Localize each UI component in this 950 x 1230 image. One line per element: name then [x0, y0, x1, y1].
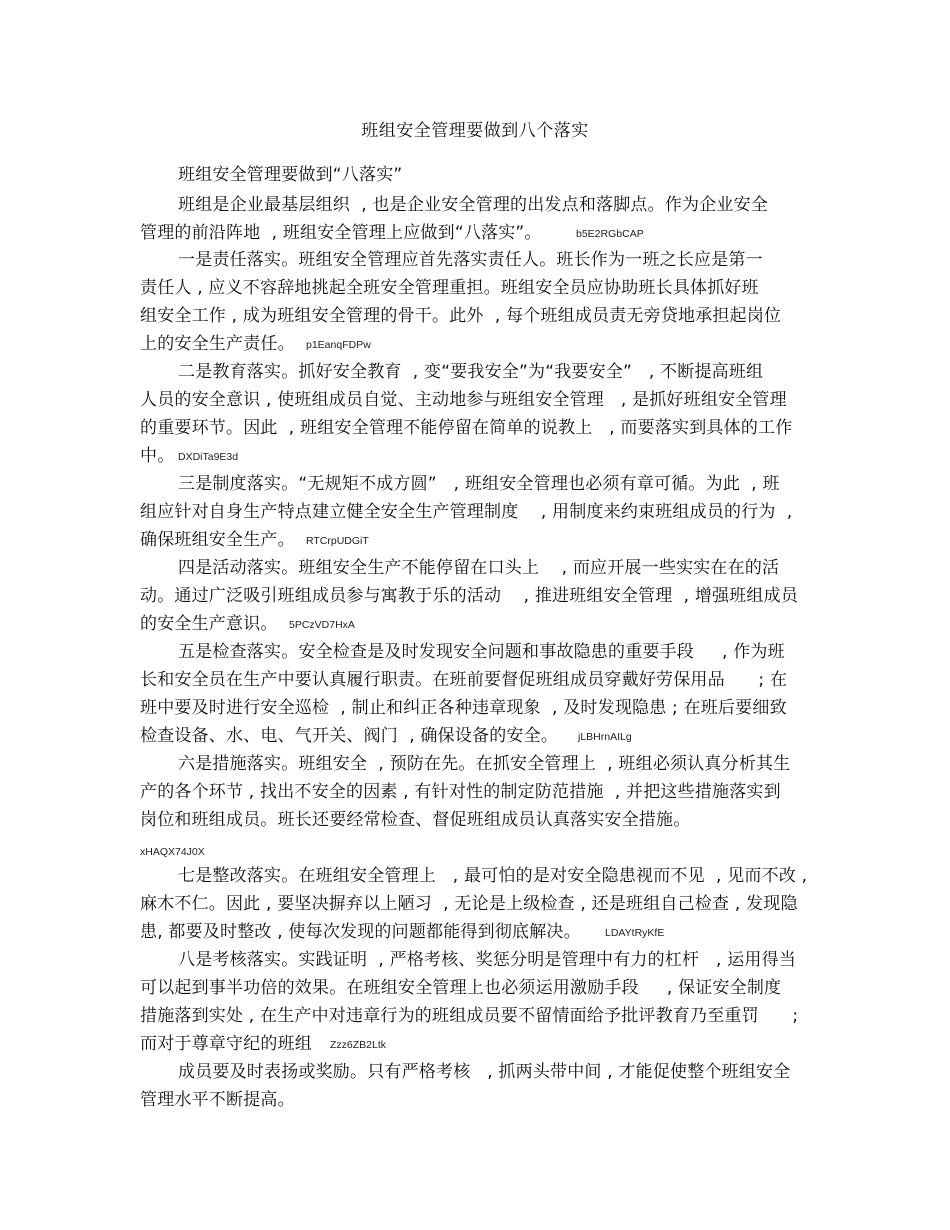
doc-code: jLBHrnAILg [578, 731, 632, 743]
doc-code: DXDiTa9E3d [178, 451, 239, 463]
text-line: 一是责任落实。班组安全管理应首先落实责任人。班长作为一班之长应是第一 [178, 250, 763, 270]
text-line: 班中要及时进行安全巡检 , 制止和纠正各种违章现象 , 及时发现隐患 ; 在班后要细致 [140, 698, 787, 718]
page-title: 班组安全管理要做到八个落实 [361, 121, 589, 141]
text-line: 中。 [140, 446, 175, 466]
text-line: 产的各个环节 , 找出不安全的因素 , 有针对性的制定防范措施 , 并把这些措施落实到 [140, 782, 781, 802]
doc-code: Zzz6ZB2Ltk [330, 1039, 387, 1051]
text-line: 管理的前沿阵地 , 班组安全管理上应做到“八落实”。 [140, 223, 542, 243]
doc-code: LDAYtRyKfE [605, 927, 665, 939]
doc-code: b5E2RGbCAP [576, 228, 644, 240]
text-line: 八是考核落实。实践证明 , 严格考核、奖惩分明是管理中有力的杠杆 , 运用得当 [178, 950, 797, 970]
text-line: 上的安全生产责任。 [140, 334, 295, 354]
text-line: 六是措施落实。班组安全 , 预防在先。在抓安全管理上 , 班组必须认真分析其生 [178, 754, 791, 774]
text-line: 动。通过广泛吸引班组成员参与寓教于乐的活动 , 推进班组安全管理 , 增强班组成员 [140, 586, 799, 606]
text-line: 人员的安全意识 , 使班组成员自觉、主动地参与班组安全管理 , 是抓好班组安全管理 [140, 390, 787, 410]
text-line: 四是活动落实。班组安全生产不能停留在口头上 , 而应开展一些实实在在的活 [178, 558, 780, 578]
doc-code: RTCrpUDGiT [306, 535, 369, 547]
text-line: 长和安全员在生产中要认真履行职责。在班前要督促班组成员穿戴好劳保用品 ; 在 [140, 670, 788, 690]
text-line: 五是检查落实。安全检查是及时发现安全问题和事故隐患的重要手段 , 作为班 [178, 642, 785, 662]
text-line: 责任人 , 应义不容辞地挑起全班安全管理重担。班组安全员应协助班长具体抓好班 [140, 278, 759, 298]
text-line: 可以起到事半功倍的效果。在班组安全管理上也必须运用激励手段 , 保证安全制度 [140, 978, 782, 998]
text-line: 班组是企业最基层组织 , 也是企业安全管理的出发点和落脚点。作为企业安全 [178, 195, 769, 215]
text-line: 组应针对自身生产特点建立健全安全生产管理制度 , 用制度来约束班组成员的行为 , [140, 502, 793, 522]
text-line: 三是制度落实。“无规矩不成方圆” , 班组安全管理也必须有章可循。为此 , 班 [178, 474, 780, 494]
text-line: 而对于尊章守纪的班组 [140, 1034, 312, 1054]
text-line: 的重要环节。因此 , 班组安全管理不能停留在简单的说教上 , 而要落实到具体的工作 [140, 418, 793, 438]
text-line: 检查设备、水、电、气开关、阀门 , 确保设备的安全。 [140, 726, 559, 746]
text-line: 岗位和班组成员。班长还要经常检查、督促班组成员认真落实安全措施。 [140, 810, 691, 830]
text-line: 七是整改落实。在班组安全管理上 , 最可怕的是对安全隐患视而不见 , 见而不改 , [178, 866, 808, 886]
text-line: 麻木不仁。因此 , 要坚决摒弃以上陋习 , 无论是上级检查 , 还是班组自己检查 , 发现隐 [140, 894, 798, 914]
subtitle: 班组安全管理要做到“八落实” [178, 165, 403, 185]
text-line: 的安全生产意识。 [140, 614, 278, 634]
text-line: 组安全工作 , 成为班组安全管理的骨干。此外 , 每个班组成员责无旁贷地承担起岗位 [140, 306, 782, 326]
text-line: 措施落到实处 , 在生产中对违章行为的班组成员要不留情面给予批评教育乃至重罚 ; [140, 1006, 799, 1026]
doc-code: p1EanqFDPw [306, 339, 371, 351]
text-line: 二是教育落实。抓好安全教育 , 变“要我安全”为“我要安全” , 不断提高班组 [178, 362, 764, 382]
text-line: 确保班组安全生产。 [140, 530, 295, 550]
doc-code: xHAQX74J0X [140, 846, 205, 858]
text-line: 管理水平不断提高。 [140, 1090, 295, 1110]
text-line: 患, 都要及时整改 , 使每次发现的问题都能得到彻底解决。 [140, 922, 581, 942]
text-line: 成员要及时表扬或奖励。只有严格考核 , 抓两头带中间 , 才能促使整个班组安全 [178, 1062, 791, 1082]
doc-code: 5PCzVD7HxA [289, 619, 355, 631]
